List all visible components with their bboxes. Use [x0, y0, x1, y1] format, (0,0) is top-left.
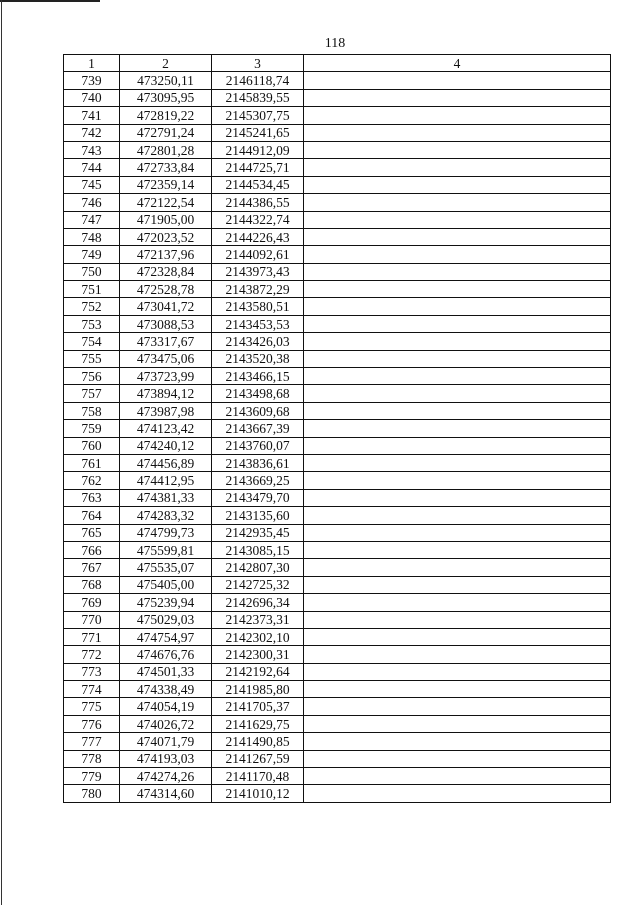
x-coordinate-cell: 474071,79	[120, 733, 212, 750]
column-header-3: 3	[212, 55, 304, 72]
table-row	[64, 489, 611, 506]
notes-cell	[304, 402, 611, 419]
x-coordinate-cell: 474412,95	[120, 472, 212, 489]
point-number-cell: 771	[64, 628, 120, 645]
notes-cell	[304, 420, 611, 437]
x-coordinate-cell: 474338,49	[120, 681, 212, 698]
notes-cell	[304, 159, 611, 176]
y-coordinate-cell: 2143836,61	[212, 454, 304, 471]
point-number-cell: 756	[64, 368, 120, 385]
point-number-cell: 748	[64, 228, 120, 245]
table-row	[64, 646, 611, 663]
x-coordinate-cell: 475029,03	[120, 611, 212, 628]
notes-cell	[304, 507, 611, 524]
x-coordinate-cell: 471905,00	[120, 211, 212, 228]
table-body	[64, 72, 611, 802]
x-coordinate-cell: 474381,33	[120, 489, 212, 506]
x-coordinate-cell: 472801,28	[120, 141, 212, 158]
table-row	[64, 420, 611, 437]
table-row	[64, 768, 611, 785]
table-row	[64, 628, 611, 645]
notes-cell	[304, 72, 611, 89]
table-row	[64, 681, 611, 698]
notes-cell	[304, 107, 611, 124]
point-number-cell: 774	[64, 681, 120, 698]
y-coordinate-cell: 2141705,37	[212, 698, 304, 715]
y-coordinate-cell: 2143669,25	[212, 472, 304, 489]
x-coordinate-cell: 474501,33	[120, 663, 212, 680]
table-row	[64, 72, 611, 89]
point-number-cell: 766	[64, 541, 120, 558]
notes-cell	[304, 785, 611, 802]
notes-cell	[304, 524, 611, 541]
point-number-cell: 768	[64, 576, 120, 593]
y-coordinate-cell: 2144912,09	[212, 141, 304, 158]
point-number-cell: 744	[64, 159, 120, 176]
notes-cell	[304, 454, 611, 471]
x-coordinate-cell: 475405,00	[120, 576, 212, 593]
y-coordinate-cell: 2145307,75	[212, 107, 304, 124]
x-coordinate-cell: 472122,54	[120, 194, 212, 211]
notes-cell	[304, 263, 611, 280]
y-coordinate-cell: 2144534,45	[212, 176, 304, 193]
point-number-cell: 769	[64, 594, 120, 611]
point-number-cell: 767	[64, 559, 120, 576]
notes-cell	[304, 350, 611, 367]
point-number-cell: 752	[64, 298, 120, 315]
table-row	[64, 576, 611, 593]
notes-cell	[304, 628, 611, 645]
table-row	[64, 194, 611, 211]
x-coordinate-cell: 474456,89	[120, 454, 212, 471]
point-number-cell: 754	[64, 333, 120, 350]
x-coordinate-cell: 473095,95	[120, 89, 212, 106]
point-number-cell: 749	[64, 246, 120, 263]
x-coordinate-cell: 475239,94	[120, 594, 212, 611]
notes-cell	[304, 176, 611, 193]
coordinates-table	[63, 54, 611, 803]
x-coordinate-cell: 472137,96	[120, 246, 212, 263]
table-row	[64, 437, 611, 454]
y-coordinate-cell: 2141629,75	[212, 715, 304, 732]
x-coordinate-cell: 475535,07	[120, 559, 212, 576]
x-coordinate-cell: 474314,60	[120, 785, 212, 802]
x-coordinate-cell: 474123,42	[120, 420, 212, 437]
notes-cell	[304, 541, 611, 558]
y-coordinate-cell: 2144322,74	[212, 211, 304, 228]
point-number-cell: 741	[64, 107, 120, 124]
notes-cell	[304, 194, 611, 211]
point-number-cell: 751	[64, 281, 120, 298]
point-number-cell: 745	[64, 176, 120, 193]
x-coordinate-cell: 472328,84	[120, 263, 212, 280]
table-row	[64, 402, 611, 419]
y-coordinate-cell: 2143609,68	[212, 402, 304, 419]
y-coordinate-cell: 2144725,71	[212, 159, 304, 176]
notes-cell	[304, 489, 611, 506]
point-number-cell: 743	[64, 141, 120, 158]
notes-cell	[304, 124, 611, 141]
x-coordinate-cell: 474054,19	[120, 698, 212, 715]
x-coordinate-cell: 473475,06	[120, 350, 212, 367]
y-coordinate-cell: 2142300,31	[212, 646, 304, 663]
table-row	[64, 524, 611, 541]
notes-cell	[304, 246, 611, 263]
y-coordinate-cell: 2145839,55	[212, 89, 304, 106]
point-number-cell: 763	[64, 489, 120, 506]
point-number-cell: 746	[64, 194, 120, 211]
x-coordinate-cell: 472791,24	[120, 124, 212, 141]
y-coordinate-cell: 2143973,43	[212, 263, 304, 280]
notes-cell	[304, 715, 611, 732]
notes-cell	[304, 333, 611, 350]
x-coordinate-cell: 473041,72	[120, 298, 212, 315]
column-header-2: 2	[120, 55, 212, 72]
page-number: 118	[324, 36, 346, 51]
y-coordinate-cell: 2141267,59	[212, 750, 304, 767]
table-row	[64, 733, 611, 750]
notes-cell	[304, 646, 611, 663]
point-number-cell: 777	[64, 733, 120, 750]
x-coordinate-cell: 472733,84	[120, 159, 212, 176]
table-row	[64, 663, 611, 680]
y-coordinate-cell: 2143520,38	[212, 350, 304, 367]
table-row	[64, 507, 611, 524]
x-coordinate-cell: 473723,99	[120, 368, 212, 385]
y-coordinate-cell: 2143498,68	[212, 385, 304, 402]
x-coordinate-cell: 473317,67	[120, 333, 212, 350]
y-coordinate-cell: 2144386,55	[212, 194, 304, 211]
notes-cell	[304, 559, 611, 576]
table-row	[64, 559, 611, 576]
x-coordinate-cell: 472528,78	[120, 281, 212, 298]
y-coordinate-cell: 2143872,29	[212, 281, 304, 298]
notes-cell	[304, 437, 611, 454]
notes-cell	[304, 663, 611, 680]
y-coordinate-cell: 2144226,43	[212, 228, 304, 245]
table-row	[64, 594, 611, 611]
y-coordinate-cell: 2143426,03	[212, 333, 304, 350]
table-row	[64, 281, 611, 298]
notes-cell	[304, 472, 611, 489]
notes-cell	[304, 733, 611, 750]
y-coordinate-cell: 2142192,64	[212, 663, 304, 680]
notes-cell	[304, 315, 611, 332]
table-row	[64, 211, 611, 228]
notes-cell	[304, 576, 611, 593]
point-number-cell: 760	[64, 437, 120, 454]
table-row	[64, 263, 611, 280]
point-number-cell: 770	[64, 611, 120, 628]
table-row	[64, 750, 611, 767]
point-number-cell: 773	[64, 663, 120, 680]
point-number-cell: 765	[64, 524, 120, 541]
y-coordinate-cell: 2143580,51	[212, 298, 304, 315]
x-coordinate-cell: 473088,53	[120, 315, 212, 332]
notes-cell	[304, 385, 611, 402]
point-number-cell: 778	[64, 750, 120, 767]
y-coordinate-cell: 2142696,34	[212, 594, 304, 611]
x-coordinate-cell: 474676,76	[120, 646, 212, 663]
x-coordinate-cell: 474274,26	[120, 768, 212, 785]
y-coordinate-cell: 2141010,12	[212, 785, 304, 802]
notes-cell	[304, 368, 611, 385]
y-coordinate-cell: 2145241,65	[212, 124, 304, 141]
table-row	[64, 698, 611, 715]
table-row	[64, 315, 611, 332]
point-number-cell: 772	[64, 646, 120, 663]
point-number-cell: 757	[64, 385, 120, 402]
notes-cell	[304, 298, 611, 315]
y-coordinate-cell: 2142302,10	[212, 628, 304, 645]
y-coordinate-cell: 2143135,60	[212, 507, 304, 524]
table-row	[64, 176, 611, 193]
x-coordinate-cell: 474240,12	[120, 437, 212, 454]
table-row	[64, 333, 611, 350]
y-coordinate-cell: 2141985,80	[212, 681, 304, 698]
y-coordinate-cell: 2142725,32	[212, 576, 304, 593]
point-number-cell: 739	[64, 72, 120, 89]
notes-cell	[304, 768, 611, 785]
column-header-1: 1	[64, 55, 120, 72]
x-coordinate-cell: 472359,14	[120, 176, 212, 193]
table-row	[64, 89, 611, 106]
notes-cell	[304, 141, 611, 158]
point-number-cell: 764	[64, 507, 120, 524]
point-number-cell: 747	[64, 211, 120, 228]
table-row	[64, 159, 611, 176]
x-coordinate-cell: 474193,03	[120, 750, 212, 767]
point-number-cell: 775	[64, 698, 120, 715]
table-row	[64, 385, 611, 402]
notes-cell	[304, 750, 611, 767]
point-number-cell: 750	[64, 263, 120, 280]
x-coordinate-cell: 475599,81	[120, 541, 212, 558]
table-row	[64, 141, 611, 158]
x-coordinate-cell: 473987,98	[120, 402, 212, 419]
y-coordinate-cell: 2143479,70	[212, 489, 304, 506]
table-row	[64, 454, 611, 471]
table-row	[64, 368, 611, 385]
y-coordinate-cell: 2142373,31	[212, 611, 304, 628]
notes-cell	[304, 681, 611, 698]
x-coordinate-cell: 472023,52	[120, 228, 212, 245]
y-coordinate-cell: 2142807,30	[212, 559, 304, 576]
x-coordinate-cell: 473894,12	[120, 385, 212, 402]
y-coordinate-cell: 2141490,85	[212, 733, 304, 750]
x-coordinate-cell: 472819,22	[120, 107, 212, 124]
table-row	[64, 472, 611, 489]
table-row	[64, 107, 611, 124]
y-coordinate-cell: 2143667,39	[212, 420, 304, 437]
table-header-row	[64, 55, 611, 72]
x-coordinate-cell: 474799,73	[120, 524, 212, 541]
y-coordinate-cell: 2144092,61	[212, 246, 304, 263]
point-number-cell: 761	[64, 454, 120, 471]
table-row	[64, 350, 611, 367]
notes-cell	[304, 281, 611, 298]
table-row	[64, 611, 611, 628]
x-coordinate-cell: 473250,11	[120, 72, 212, 89]
point-number-cell: 758	[64, 402, 120, 419]
y-coordinate-cell: 2143466,15	[212, 368, 304, 385]
table-row	[64, 298, 611, 315]
notes-cell	[304, 611, 611, 628]
point-number-cell: 755	[64, 350, 120, 367]
y-coordinate-cell: 2143760,07	[212, 437, 304, 454]
table-row	[64, 228, 611, 245]
point-number-cell: 779	[64, 768, 120, 785]
point-number-cell: 776	[64, 715, 120, 732]
table-row	[64, 246, 611, 263]
y-coordinate-cell: 2143453,53	[212, 315, 304, 332]
column-header-4: 4	[304, 55, 611, 72]
page-left-edge	[1, 0, 2, 905]
point-number-cell: 780	[64, 785, 120, 802]
notes-cell	[304, 228, 611, 245]
scan-edge-mark	[0, 0, 100, 2]
point-number-cell: 759	[64, 420, 120, 437]
notes-cell	[304, 211, 611, 228]
x-coordinate-cell: 474283,32	[120, 507, 212, 524]
table-row	[64, 124, 611, 141]
x-coordinate-cell: 474754,97	[120, 628, 212, 645]
table-row	[64, 785, 611, 802]
point-number-cell: 740	[64, 89, 120, 106]
table-row	[64, 541, 611, 558]
notes-cell	[304, 89, 611, 106]
y-coordinate-cell: 2146118,74	[212, 72, 304, 89]
y-coordinate-cell: 2141170,48	[212, 768, 304, 785]
point-number-cell: 742	[64, 124, 120, 141]
y-coordinate-cell: 2143085,15	[212, 541, 304, 558]
x-coordinate-cell: 474026,72	[120, 715, 212, 732]
y-coordinate-cell: 2142935,45	[212, 524, 304, 541]
notes-cell	[304, 698, 611, 715]
notes-cell	[304, 594, 611, 611]
table-row	[64, 715, 611, 732]
point-number-cell: 753	[64, 315, 120, 332]
point-number-cell: 762	[64, 472, 120, 489]
